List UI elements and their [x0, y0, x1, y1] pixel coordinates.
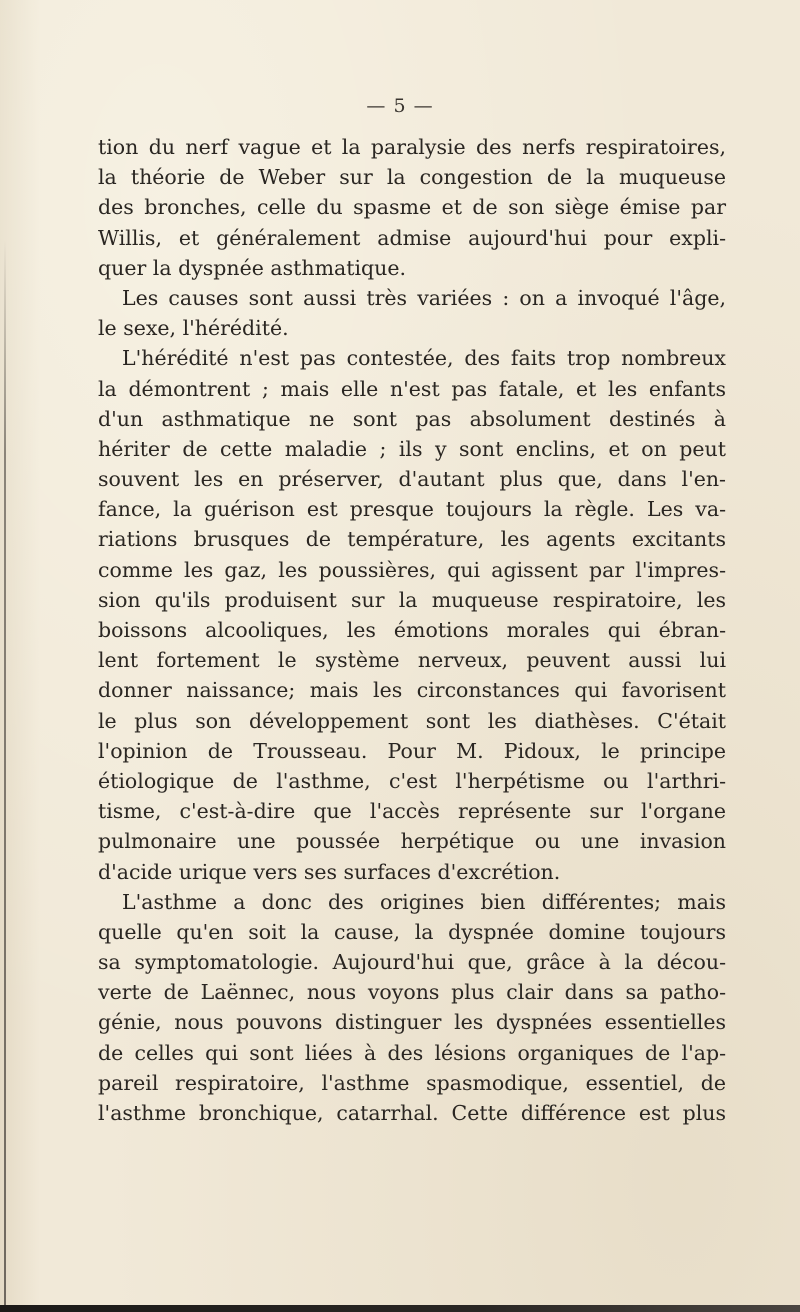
text-line: l'asthme bronchique, catarrhal. Cette différence est plus	[98, 1101, 726, 1125]
text-line: L'hérédité n'est pas contestée, des faits trop nombreux	[122, 346, 726, 371]
paragraph-3	[98, 343, 726, 886]
text-line: le sexe, l'hérédité.	[98, 316, 289, 341]
text-line: Willis, et généralement admise aujourd'hui pour expli-	[98, 225, 726, 250]
text-line: quer la dyspnée asthmatique.	[98, 255, 407, 280]
text-line: pulmonaire une poussée herpétique ou une invasion	[98, 829, 726, 854]
text-line: tion du nerf vague et la paralysie des nerfs respiratoires,	[98, 135, 726, 159]
text-line: le plus son développement sont les diathèses. C'était	[98, 708, 726, 733]
text-line: donner naissance; mais les circonstances qui favorisent	[98, 678, 726, 703]
text-line: verte de Laënnec, nous voyons plus clair dans sa patho-	[98, 980, 726, 1005]
paragraph-2	[98, 283, 726, 343]
text-line: des bronches, celle du spasme et de son siège émise par	[98, 195, 726, 220]
text-line: quelle qu'en soit la cause, la dyspnée domine toujours	[98, 919, 726, 944]
text-line: tisme, c'est-à-dire que l'accès représente sur l'organe	[98, 799, 726, 824]
text-line: lent fortement le système nerveux, peuvent aussi lui	[98, 648, 726, 673]
text-line: sion qu'ils produisent sur la muqueuse respiratoire, les	[98, 587, 726, 612]
text-line: d'acide urique vers ses surfaces d'excrétion.	[98, 859, 561, 884]
text-line: Les causes sont aussi très variées : on a invoqué l'âge,	[122, 285, 726, 310]
body-text	[98, 132, 726, 1128]
paragraph-1	[98, 132, 726, 283]
text-line: d'un asthmatique ne sont pas absolument destinés à	[98, 406, 726, 431]
text-line: comme les gaz, les poussières, qui agissent par l'impres-	[98, 557, 726, 582]
paragraph-4	[98, 887, 726, 1129]
text-line: étiologique de l'asthme, c'est l'herpétisme ou l'arthri-	[98, 768, 726, 793]
text-line: hériter de cette maladie ; ils y sont enclins, et on peut	[98, 436, 726, 461]
text-line: boissons alcooliques, les émotions morales qui ébran-	[98, 618, 726, 642]
text-line: l'opinion de Trousseau. Pour M. Pidoux, le principe	[98, 738, 726, 763]
text-line: de celles qui sont liées à des lésions organiques de l'ap-	[98, 1040, 726, 1065]
text-line: riations brusques de température, les agents excitants	[98, 527, 726, 552]
text-line: génie, nous pouvons distinguer les dyspnées essentielles	[98, 1010, 726, 1035]
page-bottom-edge	[0, 1305, 800, 1312]
text-line: la démontrent ; mais elle n'est pas fatale, et les enfants	[98, 376, 726, 401]
text-line: sa symptomatologie. Aujourd'hui que, grâce à la décou-	[98, 950, 726, 975]
text-line: L'asthme a donc des origines bien différentes; mais	[122, 889, 726, 914]
page-edge-shadow	[4, 240, 6, 1305]
text-line: la théorie de Weber sur la congestion de la muqueuse	[98, 165, 726, 190]
text-line: souvent les en préserver, d'autant plus que, dans l'en-	[98, 467, 726, 492]
text-line: fance, la guérison est presque toujours la règle. Les va-	[98, 497, 726, 522]
text-line: pareil respiratoire, l'asthme spasmodique, essentiel, de	[98, 1070, 726, 1095]
page-number: — 5 —	[366, 95, 434, 117]
